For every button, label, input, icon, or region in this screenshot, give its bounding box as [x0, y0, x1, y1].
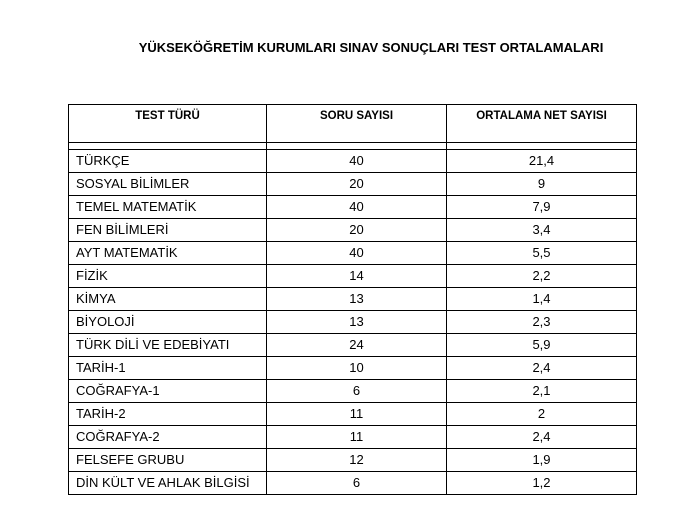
table-row: [69, 449, 637, 472]
page-title: YÜKSEKÖĞRETİM KURUMLARI SINAV SONUÇLARI TEST ORTALAMALARI: [138, 40, 604, 55]
table-row: [69, 357, 637, 380]
table-row: [69, 311, 637, 334]
column-header-test-type: TEST TÜRÜ: [69, 105, 267, 143]
cell-average-net: 9: [447, 173, 637, 196]
table-row: [69, 334, 637, 357]
cell-test-type: TÜRK DİLİ VE EDEBİYATI: [69, 334, 267, 357]
cell-question-count: 6: [267, 380, 447, 403]
cell-test-type: FEN BİLİMLERİ: [69, 219, 267, 242]
table-row: [69, 380, 637, 403]
cell-question-count: 40: [267, 196, 447, 219]
column-header-question-count: SORU SAYISI: [267, 105, 447, 143]
cell-average-net: 2,3: [447, 311, 637, 334]
results-table: [68, 104, 637, 495]
table-row: [69, 196, 637, 219]
cell-question-count: 11: [267, 403, 447, 426]
column-header-average-net: ORTALAMA NET SAYISI: [447, 105, 637, 143]
cell-question-count: 40: [267, 150, 447, 173]
cell-test-type: COĞRAFYA-1: [69, 380, 267, 403]
cell-test-type: TEMEL MATEMATİK: [69, 196, 267, 219]
cell-test-type: COĞRAFYA-2: [69, 426, 267, 449]
cell-average-net: 2,2: [447, 265, 637, 288]
table-row: [69, 403, 637, 426]
cell-test-type: KİMYA: [69, 288, 267, 311]
table-row: [69, 242, 637, 265]
cell-question-count: 14: [267, 265, 447, 288]
cell-question-count: 11: [267, 426, 447, 449]
table-row: [69, 472, 637, 495]
cell-question-count: 10: [267, 357, 447, 380]
cell-question-count: 40: [267, 242, 447, 265]
cell-test-type: AYT MATEMATİK: [69, 242, 267, 265]
table-row: [69, 173, 637, 196]
cell-test-type: TÜRKÇE: [69, 150, 267, 173]
cell-average-net: 1,2: [447, 472, 637, 495]
cell-average-net: 1,4: [447, 288, 637, 311]
cell-test-type: FİZİK: [69, 265, 267, 288]
cell-question-count: 6: [267, 472, 447, 495]
cell-question-count: 12: [267, 449, 447, 472]
table-row: [69, 288, 637, 311]
cell-test-type: TARİH-1: [69, 357, 267, 380]
table-spacer-row: [69, 143, 637, 150]
cell-average-net: 2,4: [447, 357, 637, 380]
cell-average-net: 5,5: [447, 242, 637, 265]
cell-average-net: 5,9: [447, 334, 637, 357]
cell-test-type: SOSYAL BİLİMLER: [69, 173, 267, 196]
table-row: [69, 219, 637, 242]
cell-question-count: 13: [267, 311, 447, 334]
cell-average-net: 2,1: [447, 380, 637, 403]
cell-test-type: BİYOLOJİ: [69, 311, 267, 334]
table-body: [69, 143, 637, 495]
cell-question-count: 24: [267, 334, 447, 357]
cell-test-type: FELSEFE GRUBU: [69, 449, 267, 472]
cell-question-count: 20: [267, 219, 447, 242]
cell-test-type: DİN KÜLT VE AHLAK BİLGİSİ: [69, 472, 267, 495]
cell-average-net: 7,9: [447, 196, 637, 219]
cell-average-net: 2: [447, 403, 637, 426]
table-row: [69, 150, 637, 173]
cell-test-type: TARİH-2: [69, 403, 267, 426]
cell-average-net: 2,4: [447, 426, 637, 449]
cell-question-count: 13: [267, 288, 447, 311]
table-header-row: [69, 105, 637, 143]
cell-question-count: 20: [267, 173, 447, 196]
table-row: [69, 426, 637, 449]
cell-average-net: 21,4: [447, 150, 637, 173]
cell-average-net: 1,9: [447, 449, 637, 472]
cell-average-net: 3,4: [447, 219, 637, 242]
table-row: [69, 265, 637, 288]
